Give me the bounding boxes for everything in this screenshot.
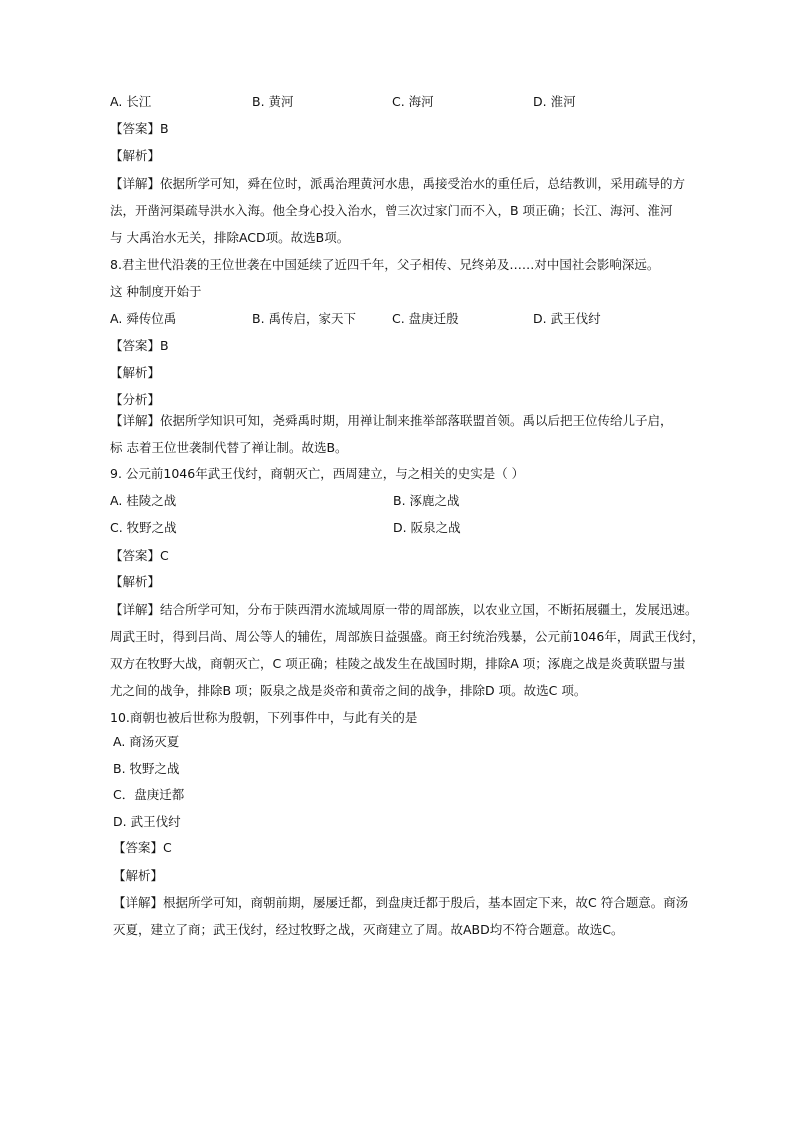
q8-option-a: A. 舜传位禹 bbox=[110, 311, 177, 326]
q8-option-c: C. 盘庚迁殷 bbox=[392, 311, 459, 326]
q9-analysis-label: 【解析】 bbox=[110, 574, 161, 589]
q10-detail-line-1: 【详解】根据所学可知，商朝前期，屡屡迁都，到盘庚迁都于殷后，基本固定下来，故C 符合题意。商汤 bbox=[113, 895, 689, 910]
q8-question-line-2: 这 种制度开始于 bbox=[110, 284, 202, 299]
q7-answer: 【答案】B bbox=[110, 121, 169, 136]
q10-question: 10.商朝也被后世称为殷朝，下列事件中，与此有关的是 bbox=[110, 710, 418, 725]
q8-detail-line-1: 【详解】依据所学知识可知，尧舜禹时期，用禅让制来推举部落联盟首领。禹以后把王位传给儿子启， bbox=[110, 413, 673, 428]
q7-option-a: A. 长江 bbox=[110, 94, 152, 109]
q8-option-d: D. 武王伐纣 bbox=[533, 311, 601, 326]
q9-option-a: A. 桂陵之战 bbox=[110, 493, 177, 508]
q10-option-b: B. 牧野之战 bbox=[113, 761, 180, 776]
q8-fenxi-label: 【分析】 bbox=[110, 392, 161, 407]
q8-analysis-label: 【解析】 bbox=[110, 365, 161, 380]
q7-detail-line-2: 法，开凿河渠疏导洪水入海。他全身心投入治水，曾三次过家门而不入，B 项正确；长江、海河、淮河 bbox=[110, 203, 673, 218]
q9-option-c: C. 牧野之战 bbox=[110, 520, 177, 535]
q8-option-b: B. 禹传启，家天下 bbox=[252, 311, 357, 326]
q8-detail-line-2: 标 志着王位世袭制代替了禅让制。故选B。 bbox=[110, 440, 348, 455]
q7-option-d: D. 淮河 bbox=[533, 94, 576, 109]
q10-answer: 【答案】C bbox=[113, 840, 172, 855]
q10-option-d: D. 武王伐纣 bbox=[113, 814, 181, 829]
q9-answer: 【答案】C bbox=[110, 548, 169, 563]
q9-option-b: B. 涿鹿之战 bbox=[393, 493, 460, 508]
q8-question-line-1: 8.君主世代沿袭的王位世袭在中国延续了近四千年，父子相传、兄终弟及……对中国社会影响深远。 bbox=[110, 257, 660, 272]
q7-detail-line-1: 【详解】依据所学可知，舜在位时，派禹治理黄河水患，禹接受治水的重任后，总结教训，采用疏导的方 bbox=[110, 176, 686, 191]
q7-option-c: C. 海河 bbox=[392, 94, 434, 109]
q9-option-d: D. 阪泉之战 bbox=[393, 520, 461, 535]
q9-detail-line-2: 周武王时，得到吕尚、周公等人的辅佐，周部族日益强盛。商王纣统治残暴，公元前1046年，周武王伐纣， bbox=[110, 629, 705, 644]
q7-detail-line-3: 与 大禹治水无关，排除ACD项。故选B项。 bbox=[110, 230, 350, 245]
q10-detail-line-2: 灭夏，建立了商；武王伐纣，经过牧野之战，灭商建立了周。故ABD均不符合题意。故选C。 bbox=[113, 922, 624, 937]
q10-option-c: C．盘庚迁都 bbox=[113, 787, 185, 802]
q10-option-a: A. 商汤灭夏 bbox=[113, 734, 180, 749]
q9-detail-line-1: 【详解】结合所学可知，分布于陕西渭水流域周原一带的周部族，以农业立国，不断拓展疆土，发展迅速。 bbox=[110, 602, 698, 617]
q9-detail-line-4: 尤之间的战争，排除B 项；阪泉之战是炎帝和黄帝之间的战争，排除D 项。故选C 项。 bbox=[110, 683, 587, 698]
q7-option-b: B. 黄河 bbox=[252, 94, 294, 109]
q9-detail-line-3: 双方在牧野大战，商朝灭亡，C 项正确；桂陵之战发生在战国时期，排除A 项；涿鹿之战是炎黄联盟与蚩 bbox=[110, 656, 686, 671]
q7-analysis-label: 【解析】 bbox=[110, 148, 161, 163]
q8-answer: 【答案】B bbox=[110, 338, 169, 353]
q9-question: 9. 公元前1046年武王伐纣，商朝灭亡，西周建立，与之相关的史实是（ ） bbox=[110, 466, 525, 481]
q10-analysis-label: 【解析】 bbox=[113, 868, 164, 883]
